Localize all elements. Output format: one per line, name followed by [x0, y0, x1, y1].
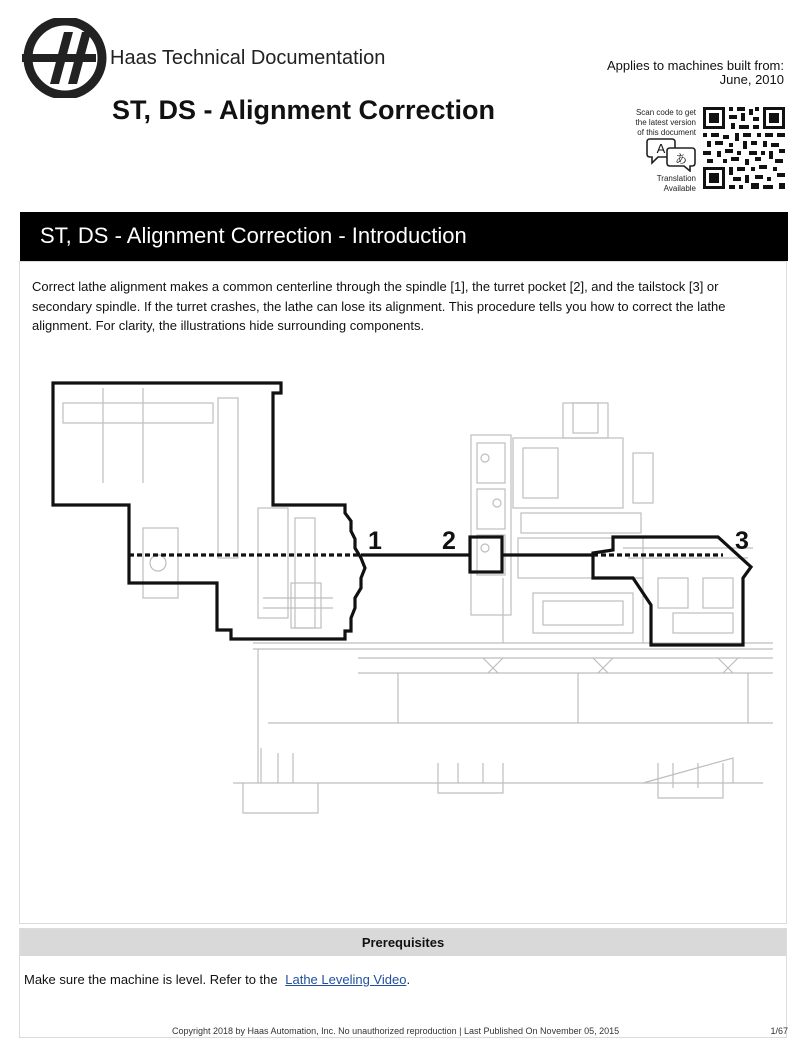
callout-2: 2	[442, 527, 456, 555]
scan-line-1: Scan code to get	[635, 108, 696, 117]
translation-note	[620, 174, 696, 194]
translate-icon	[646, 136, 698, 172]
scan-note	[608, 108, 696, 138]
qr-code-icon[interactable]	[703, 107, 785, 189]
applies-date: June, 2010	[719, 72, 784, 87]
callout-3: 3	[735, 527, 749, 555]
haas-logo	[20, 18, 110, 98]
lathe-alignment-illustration	[33, 343, 775, 893]
translation-line-1: Translation	[656, 174, 696, 183]
applies-label: Applies to machines built from:	[606, 58, 784, 73]
translate-glyph-a: A	[656, 141, 666, 156]
prerequisites-sentence: Make sure the machine is level. Refer to the	[24, 972, 278, 987]
translation-line-2: Available	[663, 184, 696, 193]
document-title: ST, DS - Alignment Correction	[112, 95, 496, 125]
section-header-bar	[20, 212, 788, 261]
lathe-leveling-video-link[interactable]: Lathe Leveling Video	[285, 972, 407, 987]
brand-name: Haas Technical Documentation	[110, 47, 386, 69]
prerequisites-period: .	[406, 972, 411, 987]
callout-1: 1	[368, 527, 382, 555]
scan-line-3: of this document	[637, 128, 696, 137]
scan-line-2: the latest version	[635, 118, 696, 127]
prerequisites-heading: Prerequisites	[20, 929, 786, 956]
copyright-notice: Copyright 2018 by Haas Automation, Inc. No unauthorized reproduction | Last Published On November 05, 2015	[172, 1026, 620, 1036]
intro-paragraph: Correct lathe alignment makes a common centerline through the spindle [1], the turret pocket [2], and the tailstock [3] or secondary spindle. If the turret crashes, the lathe can lose its alignment. This procedure tells you how to correct the lathe alignment. For clarity, the illustrations hide surrounding components.	[32, 279, 726, 333]
translate-glyph-b: あ	[674, 152, 688, 166]
page-number: 1/67	[770, 1026, 788, 1036]
prerequisites-text	[24, 972, 410, 987]
section-title: ST, DS - Alignment Correction - Introduction	[40, 223, 467, 248]
applies-to	[607, 59, 784, 87]
